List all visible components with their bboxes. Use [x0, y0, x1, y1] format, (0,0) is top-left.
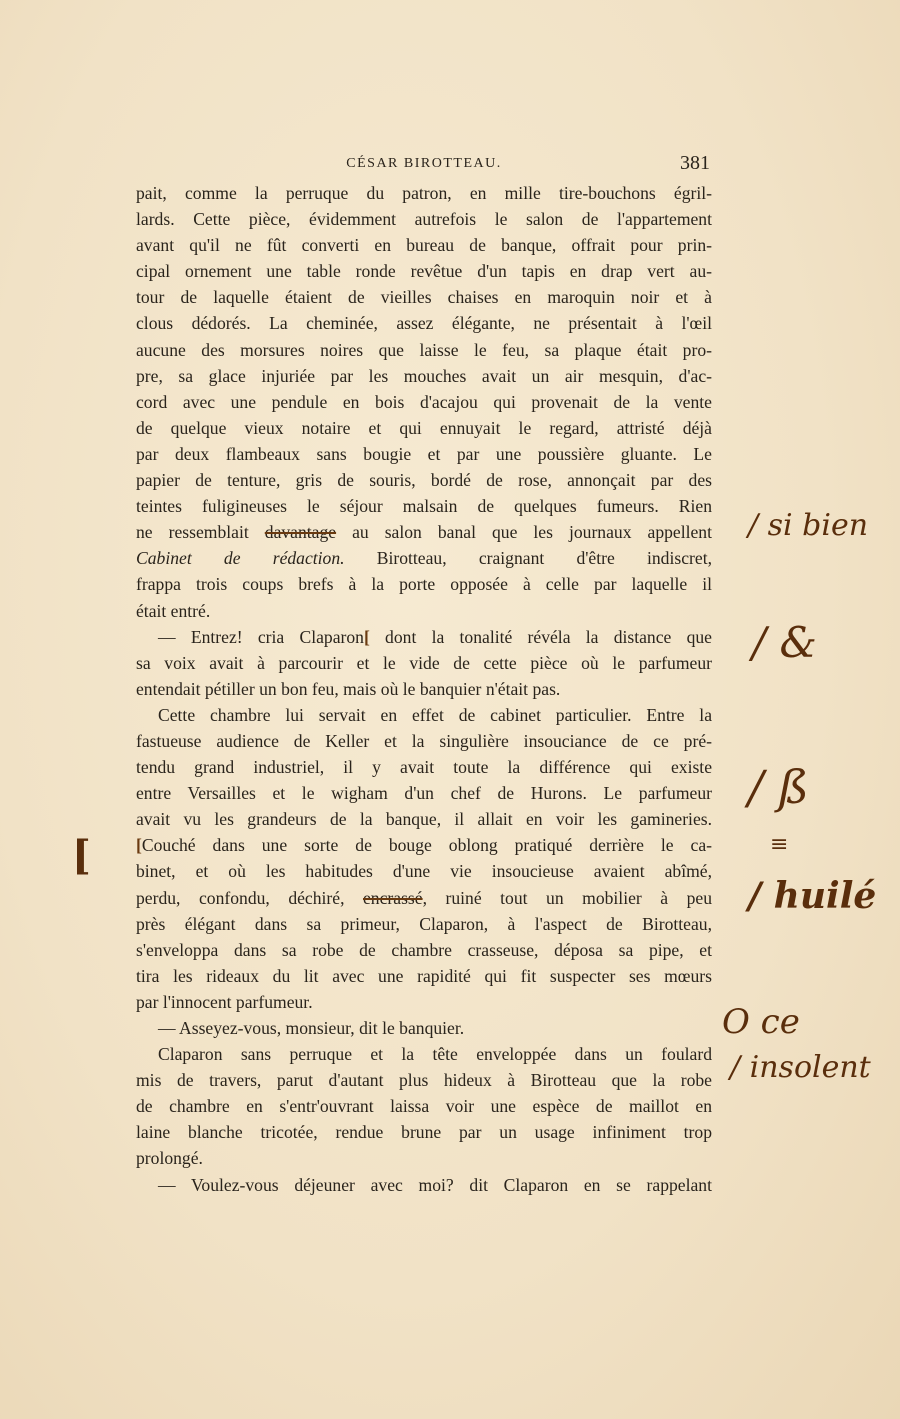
text-line: cipal ornement une table ronde revêtue d'un tapis en drap vert au- — [136, 261, 712, 282]
text-line: tour de laquelle étaient de vieilles chaises en maroquin noir et à — [136, 287, 712, 308]
italic-title: Cabinet de rédaction. — [136, 548, 345, 569]
text-line: teintes fuligineuses le séjour malsain de quelques fumeurs. Rien — [136, 496, 712, 517]
text-segment: Couché dans une sorte de bouge oblong pratiqué derrière le ca- — [141, 835, 712, 856]
text-line: laine blanche tricotée, rendue brune par un usage infiniment trop — [136, 1122, 712, 1143]
margin-annotation: / & — [752, 618, 817, 667]
text-line: entre Versailles et le wigham d'un chef de Hurons. Le parfumeur — [136, 783, 712, 804]
text-segment: au salon banal que les journaux appellent — [336, 522, 712, 543]
margin-annotation: / huilé — [748, 875, 877, 917]
text-line: cord avec une pendule en bois d'acajou qui provenait de la vente — [136, 391, 712, 412]
text-line: Cette chambre lui servait en effet de cabinet particulier. Entre la — [158, 704, 712, 725]
text-line: lards. Cette pièce, évidemment autrefois le salon de l'appartement — [136, 209, 712, 230]
text-line: aucune des morsures noires que laisse le feu, sa plaque était pro- — [136, 339, 712, 360]
text-line: de chambre en s'entr'ouvrant laissa voir une espèce de maillot en — [136, 1096, 712, 1117]
running-title: CÉSAR BIROTTEAU. — [346, 156, 502, 171]
text-line: Claparon sans perruque et la tête enveloppée dans un foulard — [158, 1044, 712, 1065]
text-line: mis de travers, parut d'autant plus hideux à Birotteau que la robe — [136, 1070, 712, 1091]
text-segment: perdu, confondu, déchiré, — [136, 887, 363, 908]
struck-word: davantage — [264, 522, 337, 543]
struck-word: encrassé — [363, 887, 423, 908]
text-line: sa voix avait à parcourir et le vide de cette pièce où le parfumeur — [136, 652, 712, 673]
page-number: 381 — [680, 152, 710, 174]
insertion-mark: [ — [136, 835, 142, 856]
margin-annotation: / ß — [748, 760, 809, 814]
text-line: par l'innocent parfumeur. — [136, 991, 313, 1012]
text-line-correction — [136, 832, 712, 858]
text-line: — Asseyez-vous, monsieur, dit le banquier. — [158, 1018, 465, 1038]
text-line-correction — [136, 624, 712, 650]
text-line: avait vu les grandeurs de la banque, il allait en voir les gamineries. — [136, 809, 712, 830]
margin-annotation: / insolent — [730, 1050, 871, 1085]
text-line: par deux flambeaux sans bougie et par une poussière gluante. Le — [136, 443, 712, 464]
text-line: frappa trois coups brefs à la porte opposée à celle par laquelle il — [136, 574, 712, 595]
text-segment: ne ressemblait — [136, 522, 265, 543]
text-segment: , ruiné tout un mobilier à peu — [422, 887, 712, 908]
text-line: pait, comme la perruque du patron, en mille tire-bouchons égril- — [136, 183, 712, 203]
text-line: près élégant dans sa primeur, Claparon, à l'aspect de Birotteau, — [136, 913, 712, 934]
text-line: pre, sa glace injuriée par les mouches avait un air mesquin, d'ac- — [136, 365, 712, 386]
text-segment: Birotteau, craignant d'être indiscret, — [344, 548, 712, 569]
body-text — [136, 180, 712, 1198]
text-line: binet, et où les habitudes d'une vie insoucieuse avaient abîmé, — [136, 861, 712, 882]
text-line: tendu grand industriel, il y avait toute la différence qui existe — [136, 757, 712, 778]
text-line: tira les rideaux du lit avec une rapidité qui fit suspecter ses mœurs — [136, 965, 712, 986]
text-line: était entré. — [136, 600, 211, 621]
text-line: entendait pétiller un bon feu, mais où le banquier n'était pas. — [136, 678, 561, 699]
text-line: de quelque vieux notaire et qui ennuyait le regard, attristé déjà — [136, 417, 712, 438]
margin-annotation: O ce — [722, 1002, 800, 1042]
text-line: s'enveloppa dans sa robe de chambre crasseuse, déposa sa pipe, et — [136, 939, 712, 960]
text-line — [136, 545, 712, 571]
text-line: prolongé. — [136, 1148, 203, 1169]
text-segment: dont la tonalité révéla la distance que — [369, 626, 712, 647]
margin-annotation: / si bien — [748, 508, 869, 543]
text-line: — Voulez-vous déjeuner avec moi? dit Claparon en se rappelant — [158, 1174, 712, 1195]
running-head — [136, 152, 712, 176]
text-line: fastueuse audience de Keller et la singulière insouciance de ce pré- — [136, 730, 712, 751]
left-margin-bracket: [ — [72, 832, 91, 879]
text-line: avant qu'il ne fût converti en bureau de banque, offrait pour prin- — [136, 235, 712, 256]
text-line: papier de tenture, gris de souris, bordé de rose, annonçait par des — [136, 470, 712, 491]
text-line-correction — [136, 519, 712, 545]
insertion-mark: [ — [363, 626, 370, 647]
text-line: clous dédorés. La cheminée, assez élégante, ne présentait à l'œil — [136, 313, 712, 334]
margin-dash-mark: ≡ — [770, 832, 789, 857]
text-line-correction — [136, 885, 712, 911]
text-segment: — Entrez! cria Claparon — [158, 626, 364, 647]
